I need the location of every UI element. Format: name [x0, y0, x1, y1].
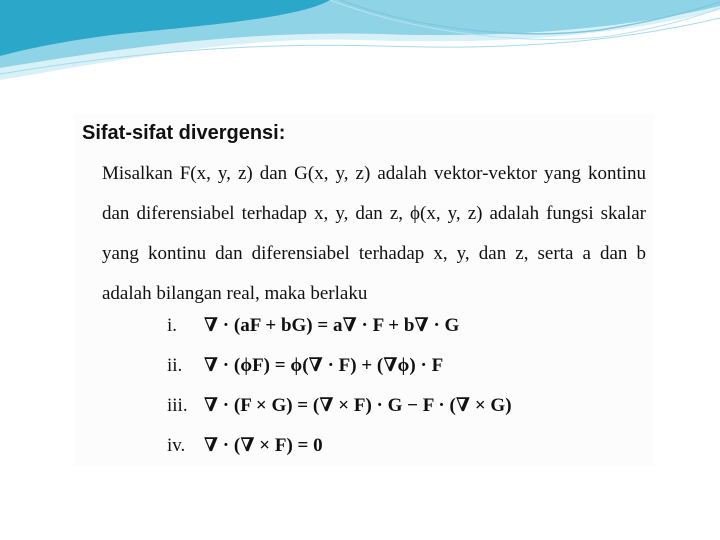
- property-number: iii.: [167, 395, 188, 416]
- property-number: iv.: [167, 435, 186, 456]
- header-wave-decoration: [0, 0, 720, 90]
- property-formula: ∇ · (aF + bG) = a∇ · F + b∇ · G: [203, 315, 460, 336]
- paragraph-line: adalah bilangan real, maka berlaku: [102, 283, 368, 304]
- content-image: [74, 114, 654, 466]
- paragraph-line: dan diferensiabel terhadap x, y, dan z, ϕ(x, y, z) adalah fungsi skalar: [102, 203, 646, 224]
- property-item: [167, 434, 323, 457]
- paragraph-line: Misalkan F(x, y, z) dan G(x, y, z) adalah vektor-vektor yang kontinu: [102, 163, 646, 184]
- intro-paragraph: [102, 154, 646, 314]
- property-number: i.: [167, 315, 178, 336]
- property-formula: ∇ · (∇ × F) = 0: [203, 435, 323, 456]
- heading: Sifat-sifat divergensi:: [82, 122, 286, 144]
- property-item: [167, 394, 512, 417]
- property-item: [167, 314, 459, 337]
- paragraph-line: yang kontinu dan diferensiabel terhadap x, y, dan z, serta a dan b: [102, 243, 646, 264]
- property-formula: ∇ · (ϕF) = ϕ(∇ · F) + (∇ϕ) · F: [203, 355, 444, 376]
- property-formula: ∇ · (F × G) = (∇ × F) · G − F · (∇ × G): [203, 395, 512, 416]
- property-number: ii.: [167, 355, 183, 376]
- property-item: [167, 354, 443, 377]
